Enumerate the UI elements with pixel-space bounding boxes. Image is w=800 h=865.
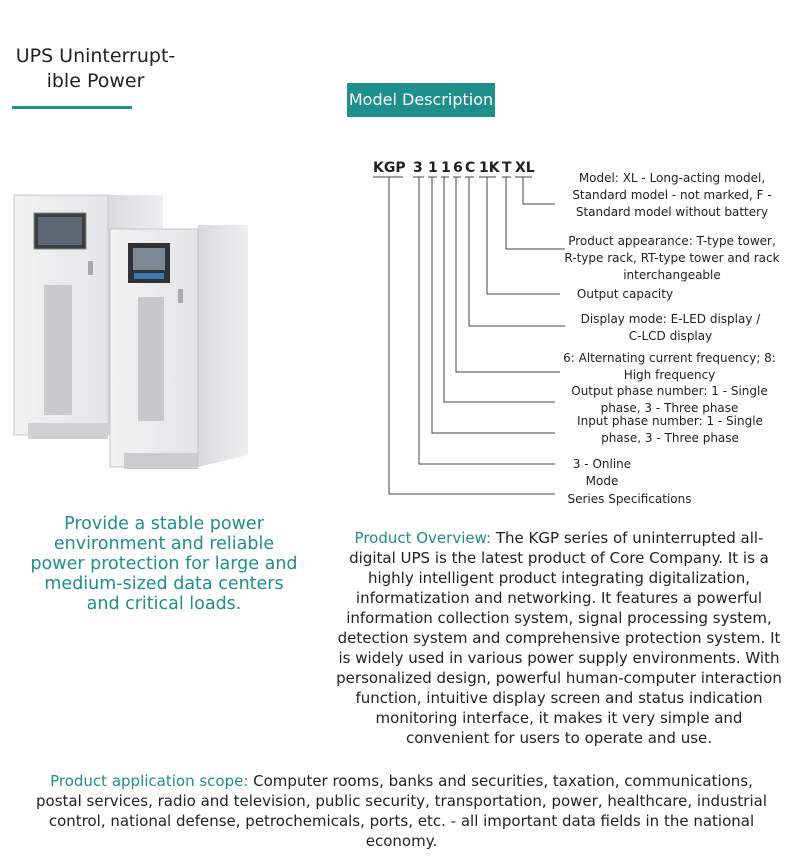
- model-desc-series: Series Specifications: [567, 492, 692, 506]
- model-desc-input-phase: Input phase number: 1 - Single phase, 3 - Three phase: [577, 414, 763, 445]
- page-title: UPS Uninterrupt- ible Power: [15, 45, 176, 92]
- title-underline: [12, 106, 132, 109]
- slogan-text: Provide a stable power environment and reliable power protection for large and medium-sized data centers and critical loads.: [30, 514, 298, 614]
- code-char: C: [465, 160, 476, 176]
- scope-label: Product application scope:: [50, 772, 249, 790]
- code-char: 1K: [479, 160, 500, 176]
- model-desc-appearance: Product appearance: T-type tower, R-type rack, RT-type tower and rack interchangeable: [564, 234, 780, 282]
- overview-text: The KGP series of uninterrupted all-digital UPS is the latest product of Core Company. It is a highly intelligent product integrating digitalization, informatization and networking. It features a powerful information collection system, signal processing system, detection system and comprehensive protection system. It is widely used in various power supply environments. With personalized design, powerful human-computer interaction function, intuitive display screen and status indication monitoring interface, it makes it very simple and convenient for users to operate and use.: [336, 529, 782, 747]
- model-desc-capacity: Output capacity: [576, 287, 674, 301]
- code-char: 6: [453, 160, 463, 176]
- section-badge: Model Description: [347, 83, 495, 117]
- model-desc-model: Model: XL - Long-acting model, Standard model - not marked, F - Standard model without battery: [572, 171, 772, 219]
- code-char: 1: [428, 160, 438, 176]
- scope-text: Computer rooms, banks and securities, taxation, communications, postal services, radio and television, public security, transportation, power, healthcare, industrial control, national defense, petrochemicals, ports, etc. - all important data fields in the national economy.: [36, 772, 767, 850]
- code-char: T: [502, 160, 512, 176]
- ups-cabinet-image: [8, 185, 298, 485]
- model-desc-display: Display mode: E-LED display / C-LCD display: [580, 312, 761, 343]
- application-scope: [34, 771, 769, 851]
- overview-label: Product Overview:: [354, 529, 492, 547]
- code-char: XL: [515, 160, 535, 176]
- model-desc-frequency: 6: Alternating current frequency; 8: High frequency: [563, 351, 776, 382]
- code-char: 1: [441, 160, 451, 176]
- code-char: KGP: [373, 160, 406, 176]
- product-overview: [334, 528, 784, 748]
- model-desc-output-phase: Output phase number: 1 - Single phase, 3 - Three phase: [571, 384, 768, 415]
- model-desc-online-mode: 3 - Online Mode: [572, 457, 632, 488]
- code-char: 3: [413, 160, 423, 176]
